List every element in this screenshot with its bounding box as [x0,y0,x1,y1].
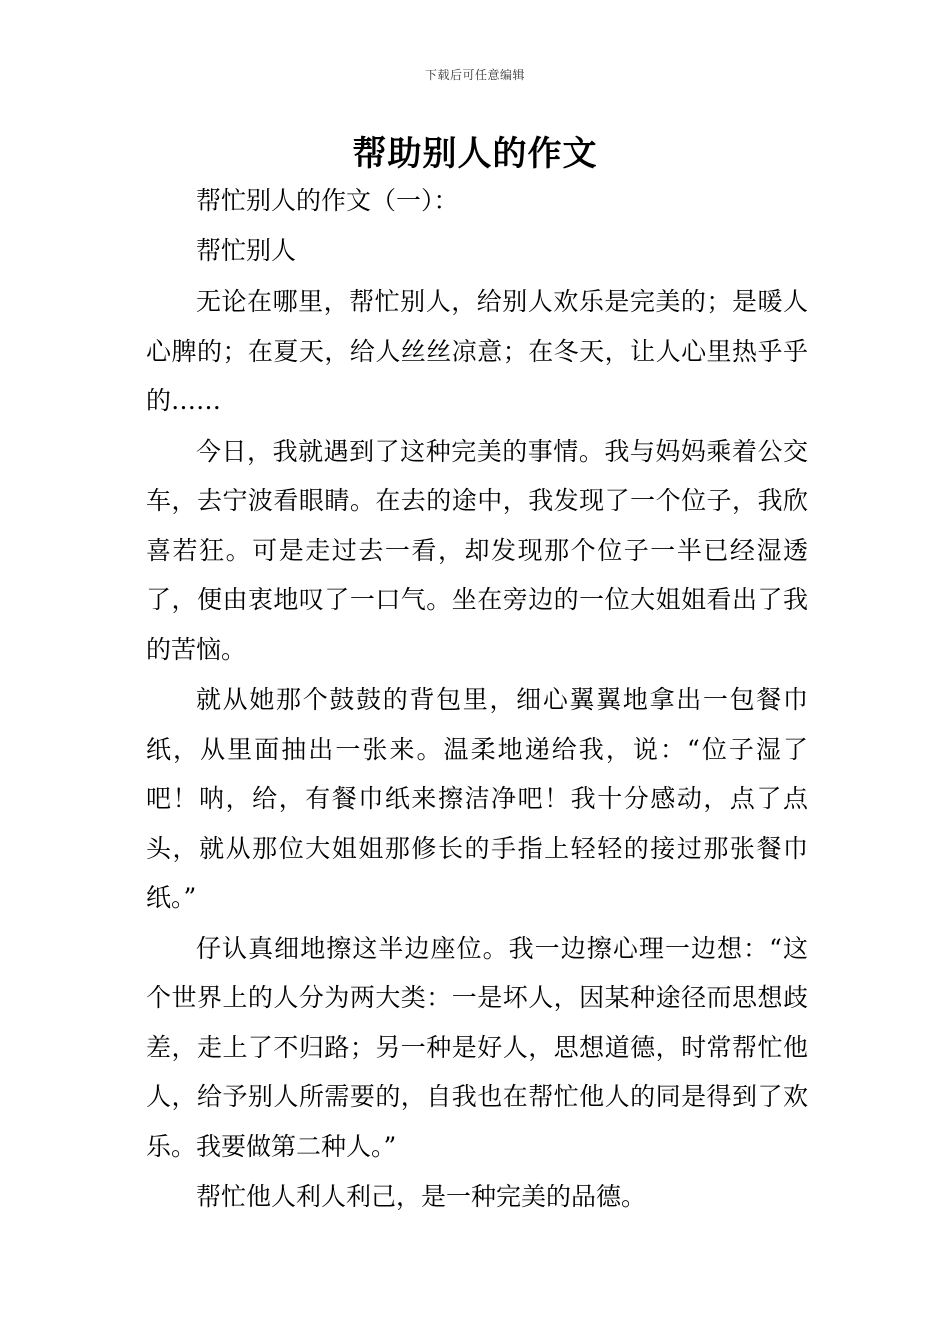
section-heading: 帮忙别人的作文（一）： [196,186,459,215]
document-body [146,176,808,1222]
paragraph-reflection: 仔认真细地擦这半边座位。我一边擦心理一边想：“这个世界上的人分为两大类：一是坏人，因某种途径而思想歧差，走上了不归路；另一种是好人，思想道德，时常帮忙他人，给予别人所需要的，自我也在帮忙他人的同是得到了欢乐。我要做第二种人。” [146,933,808,1161]
paragraph-napkin: 就从她那个鼓鼓的背包里，细心翼翼地拿出一包餐巾纸，从里面抽出一张来。温柔地递给我，说：“位子湿了吧！呐，给，有餐巾纸来擦洁净吧！我十分感动，点了点头，就从那位大姐姐那修长的手指上轻轻的接过那张餐巾纸。” [146,685,808,912]
essay-title: 帮忙别人 [196,235,297,265]
document-title: 帮助别人的作文 [352,134,598,174]
paragraph-conclusion: 帮忙他人利人利己，是一种完美的品德。 [196,1182,647,1211]
paragraph-intro: 无论在哪里，帮忙别人，给别人欢乐是完美的；是暖人心脾的；在夏天，给人丝丝凉意；在冬天，让人心里热乎乎的…… [146,287,808,415]
header-note: 下载后可任意编辑 [424,68,525,82]
paragraph-bus: 今日，我就遇到了这种完美的事情。我与妈妈乘着公交车，去宁波看眼睛。在去的途中，我发现了一个位子，我欣喜若狂。可是走过去一看，却发现那个位子一半已经湿透了，便由衷地叹了一口气。坐在旁边的一位大姐姐看出了我的苦恼。 [146,436,808,664]
